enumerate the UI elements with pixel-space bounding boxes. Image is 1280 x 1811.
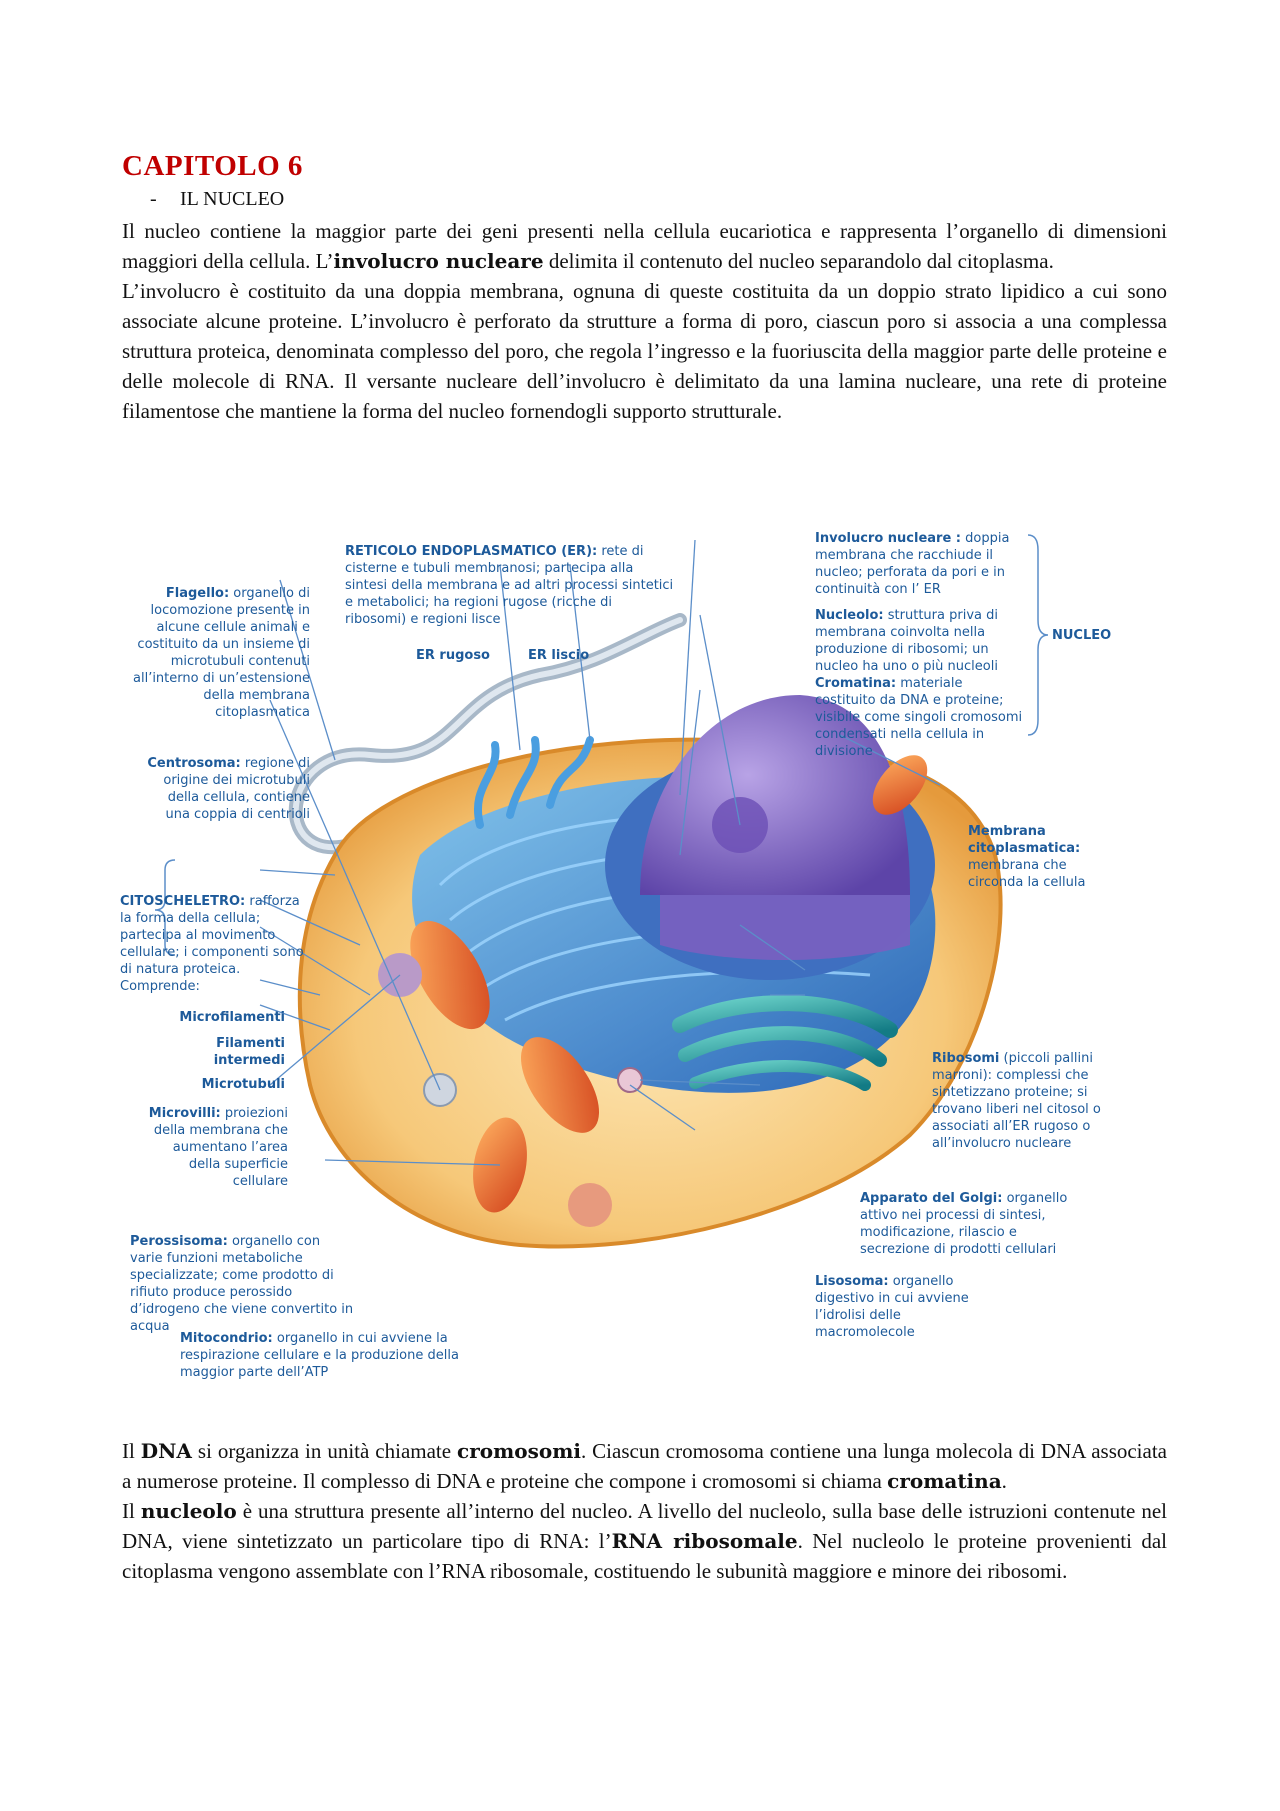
- para1-text-c: delimita il contenuto del nucleo separandolo dal citoplasma.: [543, 249, 1054, 273]
- label-membrana: Membrana citoplasmatica: membrana che circonda la cellula: [968, 824, 1086, 890]
- label-microtubuli: Microtubuli: [201, 1077, 285, 1092]
- label-mitocondrio: Mitocondrio: organello in cui avviene la respirazione cellulare e la produzione della maggior parte dell’ATP: [180, 1331, 459, 1380]
- paragraph-nucleus-intro: [122, 216, 1167, 276]
- label-involucro: Involucro nucleare : doppia membrana che racchiude il nucleo; perforata da pori e in continuità con l’ ER: [815, 531, 1010, 597]
- label-centrosoma: Centrosoma: regione di origine dei microtubuli della cellula, contiene una coppia di centrioli: [147, 756, 310, 822]
- label-microfilamenti: Microfilamenti: [179, 1010, 285, 1025]
- section-dash: -: [150, 188, 157, 210]
- paragraph-nucleolo: Il nucleolo è una struttura presente all’interno del nucleo. A livello del nucleolo, sulla base delle istruzioni contenute nel DNA, viene sintetizzato un particolare tipo di RNA: l’RNA ribosomale. Nel nucleolo le proteine provenienti dal citoplasma vengono assemblate con l’RNA ribosomale, costituendo le subunità maggiore e minore dei ribosomi.: [122, 1499, 1167, 1583]
- label-golgi: Apparato del Golgi: organello attivo nei processi di sintesi, modificazione, rilascio e secrezione di prodotti cellulari: [860, 1191, 1068, 1257]
- paragraph-dna: Il DNA si organizza in unità chiamate cromosomi. Ciascun cromosoma contiene una lunga molecola di DNA associata a numerose proteine. Il complesso di DNA e proteine che compone i cromosomi si chiama cromatina.: [122, 1439, 1167, 1493]
- section-title: IL NUCLEO: [180, 188, 285, 210]
- label-lisosoma: Lisosoma: organello digestivo in cui avviene l’idrolisi delle macromolecole: [815, 1274, 969, 1340]
- label-citoscheletro: CITOSCHELETRO: rafforza la forma della cellula; partecipa al movimento cellulare; i componenti sono di natura proteica. Comprende:: [120, 894, 304, 994]
- label-ribosomi: Ribosomi (piccoli pallini marroni): complessi che sintetizzano proteine; si trovano liberi nel citosol o associati all’ER rugoso o all’involucro nucleare: [932, 1051, 1101, 1151]
- para1-text-a: Il nucleo contiene la maggior parte dei geni presenti nella cellula eucariotica e rappresenta l’organello di dimensioni maggiori della cellula. L’: [122, 219, 1167, 273]
- term-dna: DNA: [140, 1439, 192, 1463]
- dna-text: [122, 1436, 1167, 1586]
- lysosome-shape: [618, 1068, 642, 1092]
- label-nucleolo: Nucleolo: struttura priva di membrana coinvolta nella produzione di ribosomi; un nucleo ha uno o più nucleoli: [815, 608, 998, 674]
- intro-text: [122, 216, 1167, 426]
- term-nucleolo: nucleolo: [140, 1499, 237, 1523]
- label-er-rugoso: ER rugoso: [416, 648, 490, 663]
- term-cromatina: cromatina: [887, 1469, 1002, 1493]
- section-heading: [150, 188, 284, 211]
- vesicle-shape: [568, 1183, 612, 1227]
- term-rna-ribosomale: RNA ribosomale: [611, 1529, 798, 1553]
- nucleus-brace: [1028, 535, 1048, 735]
- term-cromosomi: cromosomi: [457, 1439, 581, 1463]
- term-involucro-nucleare: involucro nucleare: [333, 249, 544, 273]
- label-microvilli: Microvilli: proiezioni della membrana che aumentano l’area della superficie cellulare: [148, 1106, 288, 1189]
- label-nucleo: NUCLEO: [1052, 628, 1112, 643]
- chapter-title: CAPITOLO 6: [122, 150, 303, 182]
- label-er-liscio: ER liscio: [528, 648, 590, 663]
- label-cromatina: Cromatina: materiale costituito da DNA e proteine; visibile come singoli cromosomi condensati nella cellula in divisione: [815, 676, 1023, 759]
- cell-diagram: [120, 525, 1165, 1405]
- label-filamenti-intermedi: Filamenti intermedi: [213, 1036, 285, 1068]
- label-perossisoma: Perossisoma: organello con varie funzioni metaboliche specializzate; come prodotto di rifiuto produce perossido d’idrogeno che viene convertito in acqua: [130, 1234, 354, 1334]
- paragraph-envelope: L’involucro è costituito da una doppia membrana, ognuna di queste costituita da un doppio strato lipidico a cui sono associate alcune proteine. L’involucro è perforato da strutture a forma di poro, ciascun poro si associa a una complessa struttura proteica, denominata complesso del poro, che regola l’ingresso e la fuoriuscita della maggior parte delle proteine e delle molecole di RNA. Il versante nucleare dell’involucro è delimitato da una lamina nucleare, una rete di proteine filamentose che mantiene la forma del nucleo fornendogli supporto strutturale.: [122, 279, 1167, 423]
- label-er: RETICOLO ENDOPLASMATICO (ER): rete di cisterne e tubuli membranosi; partecipa alla sintesi della membrana e ad altri processi sintetici e metabolici; ha regioni rugose (ricche di ribosomi) e regioni lisce: [345, 544, 674, 627]
- label-flagello: Flagello: organello di locomozione presente in alcune cellule animali e costituito da un insieme di microtubuli contenuti all’interno di un’estensione della membrana citoplasmatica: [133, 586, 310, 720]
